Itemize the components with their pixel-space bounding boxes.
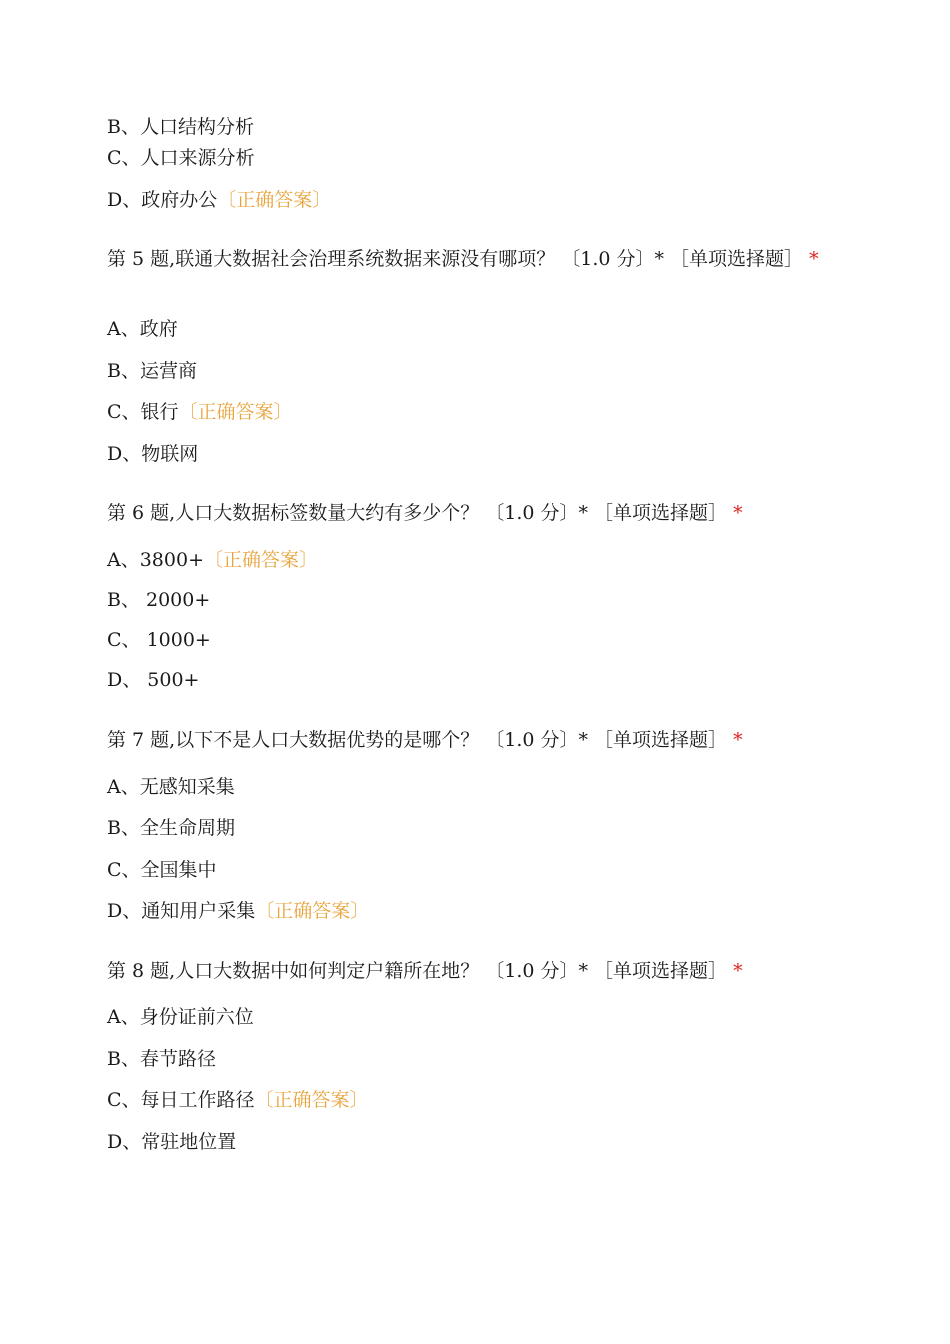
question-title-7 [107,728,743,752]
option-text: B、春节路径 [107,1048,216,1070]
option-text: C、全国集中 [107,859,217,881]
option-item [107,628,211,652]
option-item [107,442,198,466]
option-item [107,1047,216,1071]
option-text: B、 2000+ [107,589,211,611]
option-text: D、 500+ [107,669,200,691]
required-mark: * [733,502,743,524]
option-text: A、身份证前六位 [107,1006,254,1028]
question-text: 第 8 题,人口大数据中如何判定户籍所在地？ 〔1.0 分〕* ［单项选择题］ [107,960,728,982]
option-text: B、运营商 [107,360,197,382]
option-item [107,775,235,799]
option-item [107,1130,236,1154]
option-text: D、政府办公 [107,189,218,211]
question-text: 第 5 题,联通大数据社会治理系统数据来源没有哪项？ 〔1.0 分〕* ［单项选择题］ [107,248,804,270]
option-item [107,858,217,882]
question-title-8 [107,959,743,983]
option-item [107,317,178,341]
option-item [107,816,235,840]
required-mark: * [733,960,743,982]
option-text: D、物联网 [107,443,199,465]
option-item [107,548,318,572]
option-item [107,588,210,612]
option-item [107,1088,369,1112]
correct-answer-label: 〔正确答案〕 [178,401,293,423]
required-mark: * [733,729,743,751]
question-text: 第 6 题,人口大数据标签数量大约有多少个？ 〔1.0 分〕* ［单项选择题］ [107,502,728,524]
option-item [107,115,254,139]
option-text: D、通知用户采集 [107,900,256,922]
option-text: C、每日工作路径 [107,1089,255,1111]
option-item [107,146,255,170]
correct-answer-label: 〔正确答案〕 [217,189,332,211]
option-item [107,188,331,212]
correct-answer-label: 〔正确答案〕 [204,549,319,571]
option-text: B、全生命周期 [107,817,235,839]
option-text: A、政府 [107,318,178,340]
option-text: D、常驻地位置 [107,1131,237,1153]
question-title-5 [107,247,837,271]
correct-answer-label: 〔正确答案〕 [254,1089,369,1111]
option-text: C、银行 [107,401,179,423]
option-text: A、无感知采集 [107,776,235,798]
option-item [107,359,197,383]
required-mark: * [809,248,819,270]
option-item [107,1005,254,1029]
option-text: B、人口结构分析 [107,116,254,138]
option-item [107,899,369,923]
option-text: A、3800+ [107,549,204,571]
option-item [107,400,293,424]
question-text: 第 7 题,以下不是人口大数据优势的是哪个？ 〔1.0 分〕* ［单项选择题］ [107,729,728,751]
correct-answer-label: 〔正确答案〕 [255,900,370,922]
option-text: C、人口来源分析 [107,147,255,169]
option-text: C、 1000+ [107,629,211,651]
question-title-6 [107,501,743,525]
option-item [107,668,199,692]
